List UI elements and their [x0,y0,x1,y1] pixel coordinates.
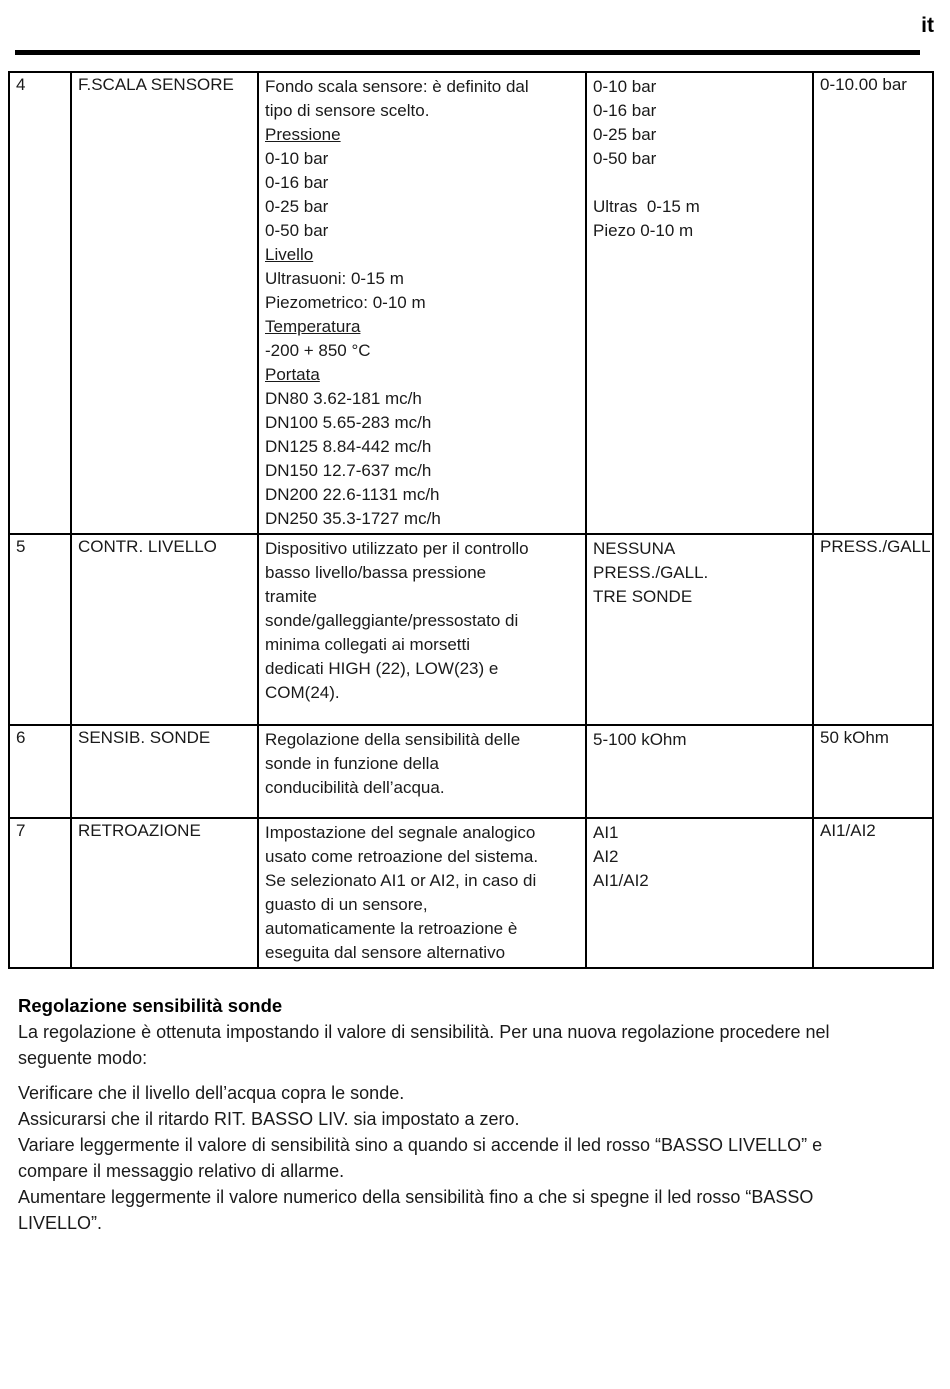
text-line: 0-25 bar [265,197,329,216]
cell-options [586,534,813,725]
text-line: Variare leggermente il valore di sensibilità sino a quando si accende il led rosso “BASSO LIVELLO” e [18,1135,823,1155]
text-line: Impostazione del segnale analogico [265,823,536,842]
page-header [0,0,950,40]
text-line: dedicati HIGH (22), LOW(23) e [265,659,499,678]
text-line: 0-10 bar [593,77,657,96]
text-line: Verificare che il livello dell’acqua copra le sonde. [18,1083,405,1103]
text-line: sonde in funzione della [265,754,439,773]
text-line: 0-25 bar [593,125,657,144]
text-line: DN250 35.3-1727 mc/h [265,509,441,528]
text-line: NESSUNA [593,539,676,558]
cell-description [258,534,586,725]
language-marker: it [921,14,934,37]
notes-section [18,993,930,1236]
text-line: conducibilità dell’acqua. [265,778,445,797]
text-line: sonde/galleggiante/pressostato di [265,611,519,630]
cell-default: 0-10.00 bar [813,72,933,534]
text-line: 0-10 bar [265,149,329,168]
text-line: TRE SONDE [593,587,693,606]
cell-default: PRESS./GALL [813,534,933,725]
cell-options [586,72,813,534]
text-line: basso livello/bassa pressione [265,563,487,582]
cell-description [258,72,586,534]
section-heading: Regolazione sensibilità sonde [18,995,283,1016]
text-line: 0-50 bar [593,149,657,168]
cell-parameter-name: CONTR. LIVELLO [71,534,258,725]
text-line: Ultras 0-15 m [593,197,700,216]
text-line: 0-50 bar [265,221,329,240]
text-line [593,171,806,195]
text-line: guasto di un sensore, [265,895,428,914]
cell-default: 50 kOhm [813,725,933,818]
cell-parameter-name: RETROAZIONE [71,818,258,968]
text-line: 5-100 kOhm [593,730,687,749]
parameters-table [8,71,934,969]
cell-parameter-name: F.SCALA SENSORE [71,72,258,534]
table-row [9,534,933,725]
text-line: AI1 [593,823,619,842]
text-line: LIVELLO”. [18,1213,103,1233]
cell-description [258,818,586,968]
text-line: Piezo 0-10 m [593,221,694,240]
text-line: AI1/AI2 [593,871,649,890]
text-line: Se selezionato AI1 or AI2, in caso di [265,871,537,890]
table-row [9,725,933,818]
cell-description [258,725,586,818]
cell-number: 6 [9,725,71,818]
text-line: Dispositivo utilizzato per il controllo [265,539,529,558]
text-line: usato come retroazione del sistema. [265,847,539,866]
text-line: Portata [265,365,320,384]
cell-number: 7 [9,818,71,968]
text-line: Ultrasuoni: 0-15 m [265,269,404,288]
text-line: COM(24). [265,683,340,702]
text-line: DN80 3.62-181 mc/h [265,389,422,408]
text-line: compare il messaggio relativo di allarme. [18,1161,345,1181]
text-line: Pressione [265,125,341,144]
text-line: Assicurarsi che il ritardo RIT. BASSO LIV. sia impostato a zero. [18,1109,520,1129]
text-line: eseguita dal sensore alternativo [265,943,506,962]
text-line: Regolazione della sensibilità delle [265,730,521,749]
text-line: tramite [265,587,317,606]
text-line: Temperatura [265,317,361,336]
cell-number: 4 [9,72,71,534]
text-line: DN150 12.7-637 mc/h [265,461,432,480]
text-line: -200 + 850 °C [265,341,371,360]
section-instructions [18,1080,930,1236]
text-line: Aumentare leggermente il valore numerico della sensibilità fino a che si spegne il led rosso “BASSO [18,1187,814,1207]
text-line: seguente modo: [18,1048,148,1068]
text-line: Fondo scala sensore: è definito dal [265,77,529,96]
header-rule [15,50,920,55]
text-line: automaticamente la retroazione è [265,919,518,938]
cell-number: 5 [9,534,71,725]
text-line: 0-16 bar [593,101,657,120]
text-line: AI2 [593,847,619,866]
text-line: DN100 5.65-283 mc/h [265,413,432,432]
text-line: Piezometrico: 0-10 m [265,293,426,312]
cell-parameter-name: SENSIB. SONDE [71,725,258,818]
cell-default: AI1/AI2 [813,818,933,968]
table-row [9,818,933,968]
text-line: tipo di sensore scelto. [265,101,430,120]
cell-options [586,818,813,968]
text-line: DN200 22.6-1131 mc/h [265,485,440,504]
text-line: minima collegati ai morsetti [265,635,471,654]
text-line: DN125 8.84-442 mc/h [265,437,432,456]
text-line: Livello [265,245,314,264]
text-line: 0-16 bar [265,173,329,192]
section-intro [18,1019,930,1071]
cell-options [586,725,813,818]
text-line: PRESS./GALL. [593,563,709,582]
text-line: La regolazione è ottenuta impostando il valore di sensibilità. Per una nuova regolazione procedere nel [18,1022,830,1042]
table-row [9,72,933,534]
